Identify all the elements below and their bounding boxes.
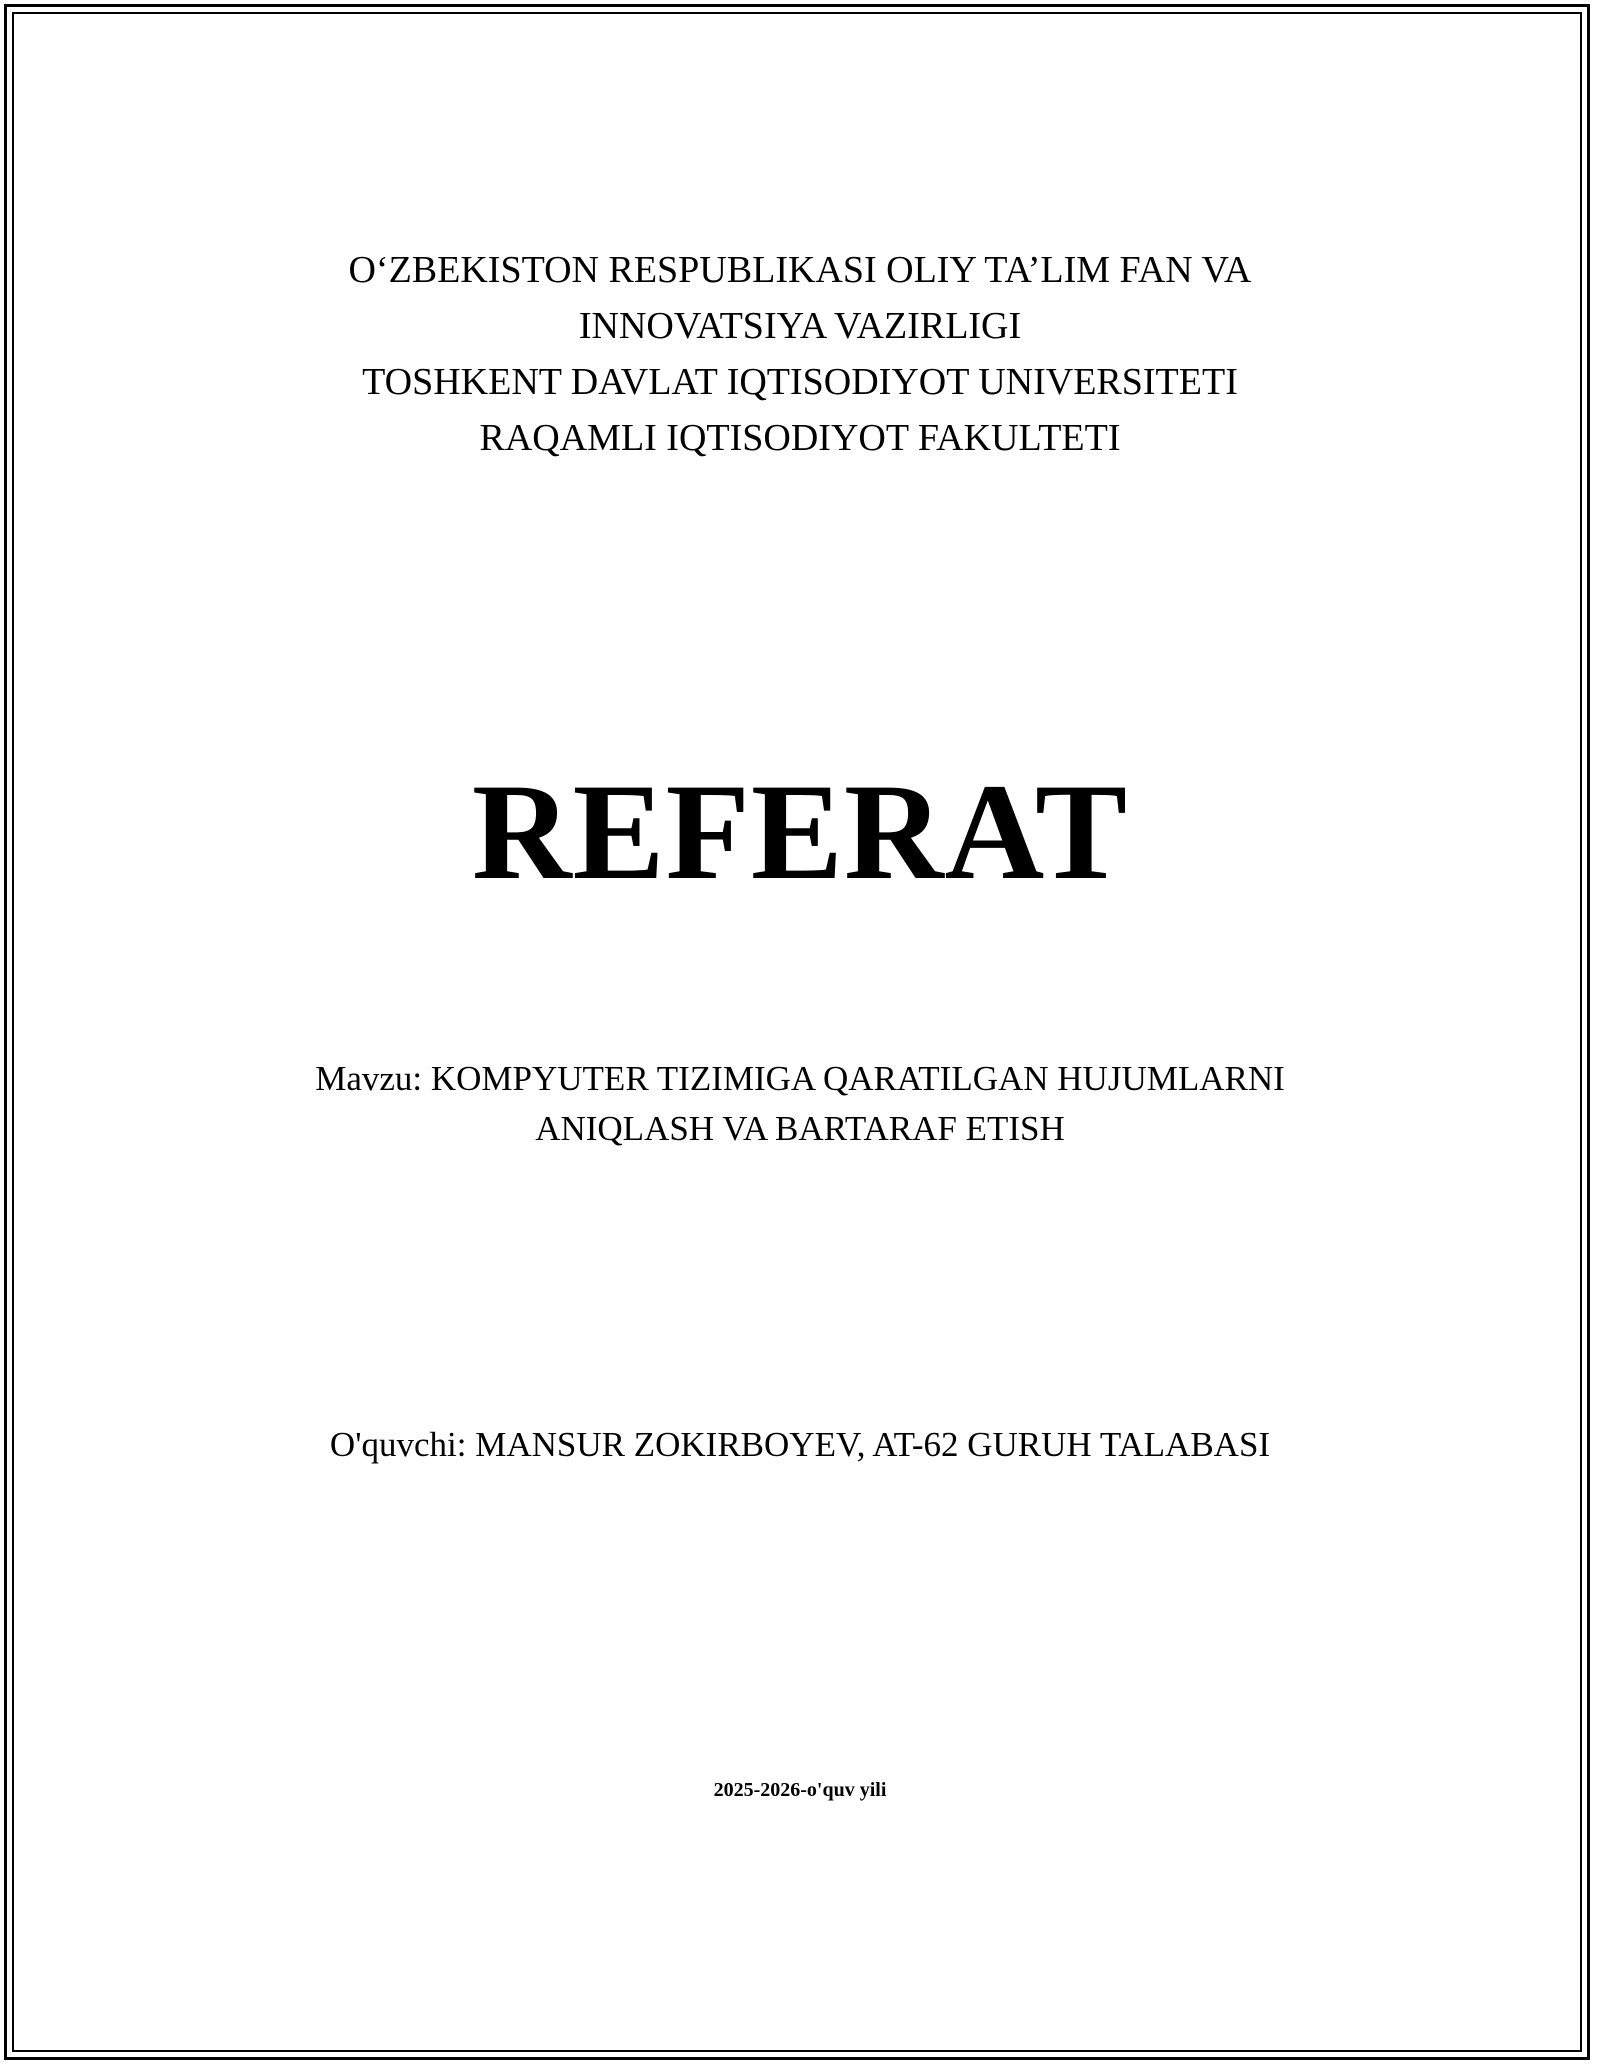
topic-line-2: ANIQLASH VA BARTARAF ETISH (535, 1109, 1065, 1148)
topic-block (0, 1054, 1600, 1154)
institution-header (0, 242, 1600, 466)
student-info: O'quvchi: MANSUR ZOKIRBOYEV, AT-62 GURUH TALABASI (329, 1425, 1271, 1464)
academic-year: 2025-2026-o'quv yili (713, 1779, 887, 1801)
faculty-name: RAQAMLI IQTISODIYOT FAKULTETI (479, 417, 1121, 459)
ministry-line-2: INNOVATSIYA VAZIRLIGI (578, 305, 1022, 347)
topic-line-1: Mavzu: KOMPYUTER TIZIMIGA QARATILGAN HUJUMLARNI (315, 1059, 1285, 1098)
ministry-line-1: O‘ZBEKISTON RESPUBLIKASI OLIY TA’LIM FAN VA (348, 249, 1252, 291)
university-name: TOSHKENT DAVLAT IQTISODIYOT UNIVERSITETI (362, 361, 1238, 403)
document-title: REFERAT (471, 755, 1129, 908)
